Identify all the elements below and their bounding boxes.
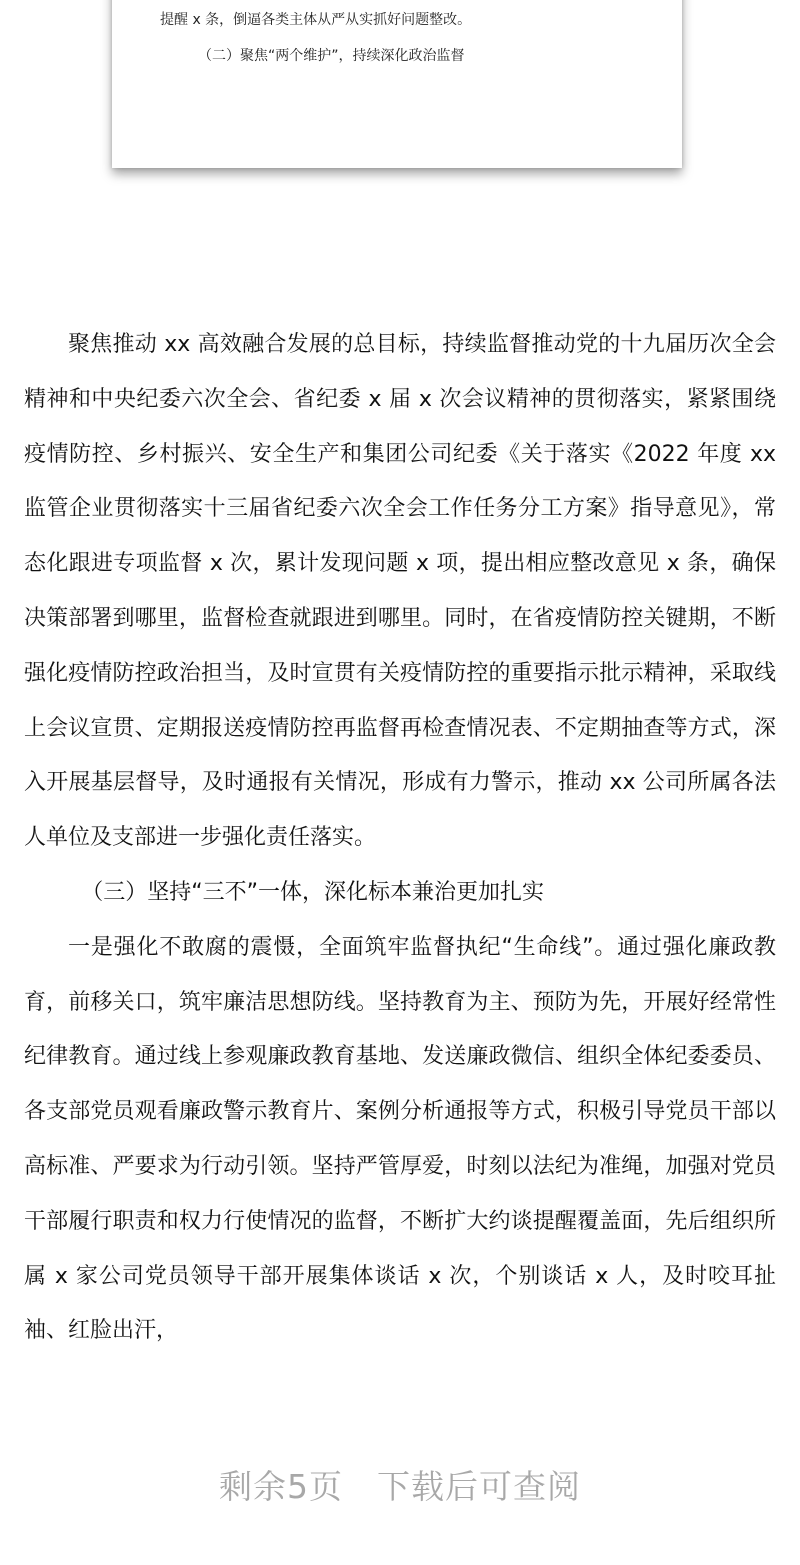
- document-body: [24, 318, 776, 1359]
- previous-page-preview: [112, 0, 682, 168]
- download-prompt[interactable]: [0, 1462, 800, 1512]
- preview-text-line: 提醒 x 条，倒逼各类主体从严从实抓好问题整改。: [160, 12, 472, 28]
- body-paragraph: 一是强化不敢腐的震慑，全面筑牢监督执纪“生命线”。通过强化廉政教育，前移关口，筑牢廉洁思想防线。坚持教育为主、预防为先，开展好经常性纪律教育。通过线上参观廉政教育基地、发送廉政微信、组织全体纪委委员、各支部党员观看廉政警示教育片、案例分析通报等方式，积极引导党员干部以高标准、严要求为行动引领。坚持严管厚爱，时刻以法纪为准绳，加强对党员干部履行职责和权力行使情况的监督，不断扩大约谈提醒覆盖面，先后组织所属 x 家公司党员领导干部开展集体谈话 x 次，个别谈话 x 人，及时咬耳扯袖、红脸出汗，: [24, 934, 776, 1344]
- preview-section-heading: （二）聚焦“两个维护”，持续深化政治监督: [198, 48, 465, 64]
- body-paragraph: 聚焦推动 xx 高效融合发展的总目标，持续监督推动党的十九届历次全会精神和中央纪委六次全会、省纪委 x 届 x 次会议精神的贯彻落实，紧紧围绕疫情防控、乡村振兴、安全生产和集团公司纪委《关于落实《2022 年度 xx 监管企业贯彻落实十三届省纪委六次全会工作任务分工方案》指导意见》，常态化跟进专项监督 x 次，累计发现问题 x 项，提出相应整改意见 x 条，确保决策部署到哪里，监督检查就跟进到哪里。同时，在省疫情防控关键期，不断强化疫情防控政治担当，及时宣贯有关疫情防控的重要指示批示精神，采取线上会议宣贯、定期报送疫情防控再监督再检查情况表、不定期抽查等方式，深入开展基层督导，及时通报有关情况，形成有力警示，推动 xx 公司所属各法人单位及支部进一步强化责任落实。: [24, 332, 776, 851]
- download-to-view-label: 下载后可查阅: [377, 1467, 581, 1506]
- section-heading: （三）坚持“三不”一体，深化标本兼治更加扎实: [81, 879, 544, 905]
- remaining-pages-label: 剩余5页: [219, 1467, 343, 1506]
